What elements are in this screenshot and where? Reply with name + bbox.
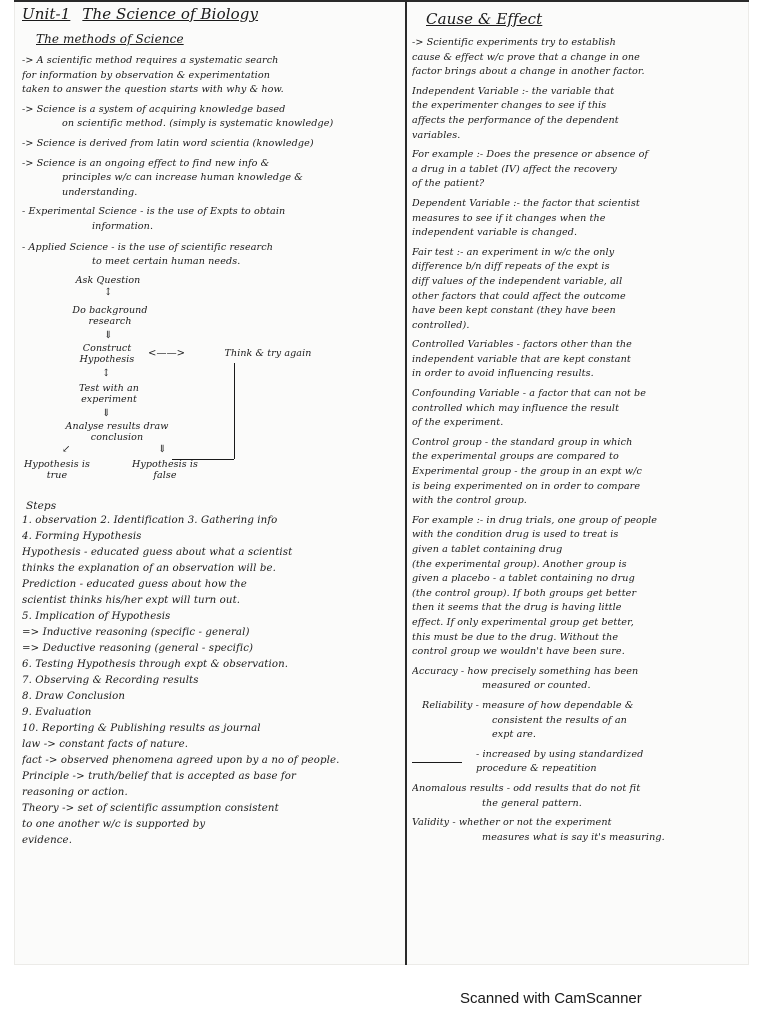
step-line: fact -> observed phenomena agreed upon by a no of people.	[22, 754, 340, 766]
note-line: Reliability - measure of how dependable &	[422, 699, 634, 711]
flow-node-research: Do background research	[72, 304, 148, 327]
note-line: control group we wouldn't have been sure.	[412, 646, 625, 658]
note-line: variables.	[412, 129, 461, 141]
note-line: given a placebo - a tablet containing no drug	[412, 573, 635, 585]
step-line: 8. Draw Conclusion	[22, 690, 126, 702]
flow-node-true: Hypothesis is true	[23, 458, 91, 481]
flow-node-test: Test with an experiment	[78, 382, 140, 405]
note-line: consistent the results of an	[492, 714, 627, 726]
note-paragraph	[22, 241, 404, 270]
unit-label: Unit-1	[22, 5, 71, 23]
note-line: Controlled Variables - factors other than the	[412, 339, 632, 351]
note-line: the experimenter changes to see if this	[412, 100, 607, 112]
note-line: in order to avoid influencing results.	[412, 368, 594, 380]
step-line: => Deductive reasoning (general - specific)	[22, 642, 254, 654]
step-line: reasoning or action.	[22, 786, 128, 798]
note-line: - increased by using standardized	[476, 748, 644, 760]
step-line: 6. Testing Hypothesis through expt & observation.	[22, 658, 289, 670]
note-line: Independent Variable :- the variable that	[412, 85, 615, 97]
note-line: taken to answer the question starts with why & how.	[22, 84, 284, 96]
note-paragraph	[412, 246, 744, 334]
unit-title: The Science of Biology	[82, 5, 259, 23]
note-line: affects the performance of the dependent	[412, 114, 619, 126]
note-line: with the condition drug is used to treat is	[412, 529, 619, 541]
page-title	[22, 4, 404, 24]
note-paragraph	[412, 436, 744, 509]
note-paragraph	[22, 157, 404, 201]
top-border	[14, 0, 749, 2]
step-line: scientist thinks his/her expt will turn out.	[22, 594, 241, 606]
note-line: is being experimented on in order to compare	[412, 480, 641, 492]
note-paragraph	[412, 85, 744, 143]
note-line: Accuracy - how precisely something has been	[412, 665, 639, 677]
note-line: procedure & repeatition	[476, 763, 597, 775]
note-line: - Applied Science - is the use of scientific research	[22, 241, 273, 253]
left-right-arrow-icon: <——>	[148, 347, 186, 359]
step-line: => Inductive reasoning (specific - general)	[22, 626, 250, 638]
note-line: factor brings about a change in another factor.	[412, 66, 645, 78]
step-line: 4. Forming Hypothesis	[22, 530, 142, 542]
note-line: on scientific method. (simply is systematic knowledge)	[62, 118, 334, 130]
note-line: a drug in a tablet (IV) affect the recovery	[412, 163, 617, 175]
note-line: For example :- in drug trials, one group of people	[412, 514, 658, 526]
step-line: thinks the explanation of an observation will be.	[22, 562, 276, 574]
step-line: evidence.	[22, 834, 73, 846]
step-line: 7. Observing & Recording results	[22, 674, 199, 686]
step-line: law -> constant facts of nature.	[22, 738, 189, 750]
note-line: measures what is say it's measuring.	[482, 831, 665, 843]
note-paragraph	[412, 36, 744, 80]
note-paragraph	[22, 103, 404, 132]
note-line: Confounding Variable - a factor that can not be	[412, 388, 646, 400]
note-line: (the control group). If both groups get better	[412, 587, 637, 599]
flow-node-construct: Construct Hypothesis	[79, 342, 135, 365]
flow-node-false: Hypothesis is false	[131, 458, 199, 481]
note-line: the experimental groups are compared to	[412, 451, 619, 463]
note-paragraph	[412, 197, 744, 241]
steps-list	[22, 513, 404, 849]
note-line: Fair test :- an experiment in w/c the only	[412, 246, 615, 258]
note-paragraph	[412, 514, 744, 660]
note-paragraph	[412, 665, 744, 694]
note-line: (the experimental group). Another group is	[412, 558, 627, 570]
note-line: Experimental group - the group in an expt w/c	[412, 466, 643, 478]
note-line: to meet certain human needs.	[92, 256, 241, 268]
note-line: -> Science is a system of acquiring knowledge based	[22, 103, 286, 115]
note-paragraph	[22, 137, 404, 152]
down-arrow-icon: ⇓	[102, 407, 111, 419]
step-line: Hypothesis - educated guess about what a scientist	[22, 546, 293, 558]
note-line: Dependent Variable :- the factor that scientist	[412, 197, 640, 209]
flow-node-ask: Ask Question	[75, 274, 141, 286]
note-line: controlled which may influence the result	[412, 402, 620, 414]
note-line: with the control group.	[412, 495, 527, 507]
note-line: expt are.	[492, 729, 537, 741]
step-line: 10. Reporting & Publishing results as journal	[22, 722, 261, 734]
left-column	[22, 4, 404, 849]
note-line: measures to see if it changes when the	[412, 212, 606, 224]
right-title: Cause & Effect	[426, 10, 543, 28]
note-line: -> Scientific experiments try to establish	[412, 37, 616, 48]
flow-node-think: Think & try again	[224, 347, 312, 359]
note-line: - Experimental Science - is the use of Expts to obtain	[22, 206, 286, 218]
step-line: 1. observation 2. Identification 3. Gathering info	[22, 514, 278, 526]
note-line: principles w/c can increase human knowledge &	[62, 172, 303, 184]
arrow-down-icon: ⇓	[158, 443, 167, 455]
step-line: Principle -> truth/belief that is accepted as base for	[22, 770, 296, 782]
scientific-method-flowchart	[22, 275, 404, 495]
note-line: given a tablet containing drug	[412, 544, 563, 555]
note-line: Anomalous results - odd results that do not fit	[412, 782, 641, 794]
note-line: Validity - whether or not the experiment	[412, 817, 612, 829]
note-line: for information by observation & experimentation	[22, 69, 271, 81]
note-line: information.	[92, 220, 154, 232]
note-line: measured or counted.	[482, 680, 591, 692]
note-line: Control group - the standard group in which	[412, 436, 633, 448]
step-line: 9. Evaluation	[22, 706, 92, 718]
up-down-arrow-icon: ↕	[102, 367, 111, 379]
note-paragraph	[412, 387, 744, 431]
note-line: independent variable that are kept constant	[412, 353, 631, 365]
note-line: other factors that could affect the outcome	[412, 290, 626, 302]
note-line: of the experiment.	[412, 417, 504, 429]
note-line: cause & effect w/c prove that a change in one	[412, 51, 640, 63]
note-paragraph	[412, 782, 744, 811]
step-line: to one another w/c is supported by	[22, 818, 206, 830]
arrow-left-down-icon: ↙	[62, 443, 71, 455]
note-line: have been kept constant (they have been	[412, 305, 616, 317]
note-line: effect. If only experimental group get better,	[412, 616, 634, 628]
note-sublines	[476, 748, 643, 777]
note-line: -> Science is an ongoing effect to find new info &	[22, 157, 270, 169]
note-paragraph	[412, 816, 744, 845]
note-paragraph	[412, 338, 744, 382]
step-line: 5. Implication of Hypothesis	[22, 610, 171, 622]
column-divider	[405, 2, 407, 965]
note-line: of the patient?	[412, 178, 485, 190]
note-paragraph	[412, 148, 744, 192]
up-down-arrow-icon: ↕	[104, 286, 113, 298]
note-line: the general pattern.	[482, 797, 582, 809]
note-paragraph	[22, 54, 404, 98]
scanner-watermark: Scanned with CamScanner	[460, 990, 642, 1007]
note-paragraph	[22, 205, 404, 234]
note-paragraph	[412, 748, 744, 777]
note-paragraph	[422, 699, 744, 743]
note-line: difference b/n diff repeats of the expt is	[412, 261, 610, 273]
note-line: independent variable is changed.	[412, 227, 578, 239]
feedback-line	[234, 363, 235, 459]
right-column	[412, 4, 744, 850]
note-line: diff values of the independent variable, all	[412, 275, 623, 287]
section-heading: The methods of Science	[36, 32, 184, 46]
note-line: For example :- Does the presence or absence of	[412, 149, 649, 161]
note-line: -> Science is derived from latin word scientia (knowledge)	[22, 137, 314, 149]
step-line: Theory -> set of scientific assumption consistent	[22, 802, 279, 814]
note-line: this must be due to the drug. Without the	[412, 631, 619, 643]
flow-node-analyse: Analyse results draw conclusion	[65, 420, 169, 443]
note-line: understanding.	[62, 186, 138, 198]
note-line: -> A scientific method requires a systematic search	[22, 55, 279, 66]
note-line: controlled).	[412, 319, 470, 331]
divider-dash	[412, 762, 462, 763]
note-line: then it seems that the drug is having little	[412, 602, 622, 614]
steps-label: Steps	[26, 499, 57, 512]
step-line: Prediction - educated guess about how the	[22, 578, 247, 590]
down-arrow-icon: ⇓	[104, 329, 113, 341]
